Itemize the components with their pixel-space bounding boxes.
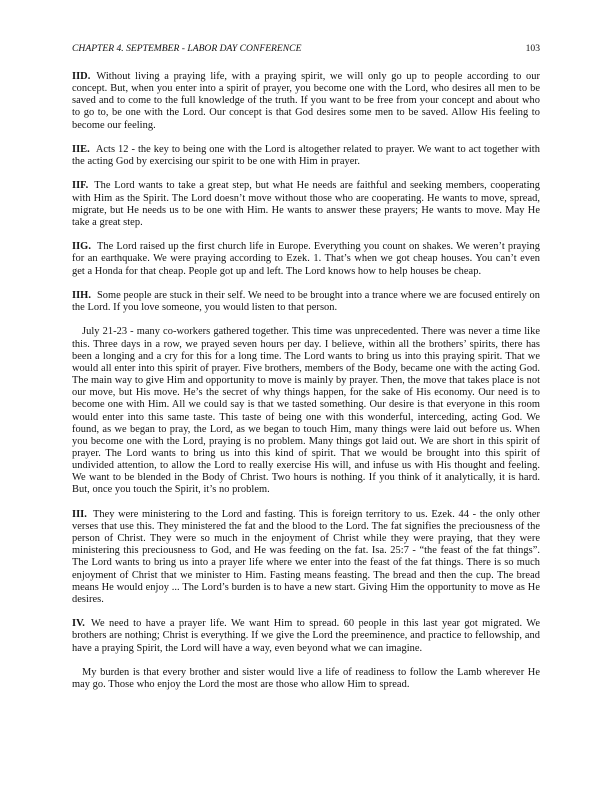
- paragraph-iif: [72, 180, 540, 229]
- paragraph-text: The Lord wants to take a great step, but what He needs are faithful and seeking members, cooperating with Him as the Spirit. The Lord doesn’t move without those who are cooperating. He wants to move, spread, migrate, but He needs us to be one with Him. He wants to answer these prayers; He wants to move. May He take a great step.: [72, 180, 540, 228]
- document-page: [72, 43, 540, 703]
- section-label: IIG.: [72, 241, 91, 253]
- paragraph-july: [72, 326, 540, 496]
- paragraph-iv: [72, 618, 540, 654]
- paragraph-text: Some people are stuck in their self. We need to be brought into a trance where we are focused entirely on the Lord. If you love someone, you would listen to that person.: [72, 289, 540, 314]
- paragraph-iii: [72, 509, 540, 606]
- paragraph-text: My burden is that every brother and sister would live a life of readiness to follow the Lamb wherever He may go. Those who enjoy the Lord the most are those who allow Him to spread.: [72, 666, 540, 691]
- paragraph-iie: [72, 144, 540, 168]
- paragraph-text: Acts 12 - the key to being one with the Lord is altogether related to prayer. We want to act together with the acting God by exercising our spirit to be one with Him in prayer.: [72, 143, 540, 168]
- paragraph-burden: [72, 667, 540, 691]
- paragraph-text: Without living a praying life, with a praying spirit, we will only go up to people according to our concept. But, when you enter into a spirit of prayer, you become one with the Lord, who desires all men to be saved and to come to the full knowledge of the truth. If you want to be free from your concept and about who to go to, be one with the Lord. Our concept is that God desires some men to be saved. Allow His feeling to become our feeling.: [72, 71, 540, 131]
- paragraph-text: We need to have a prayer life. We want Him to spread. 60 people in this last year got migrated. We brothers are nothing; Christ is everything. If we give the Lord the preeminence, and practice to fellowship, and have a praying Spirit, the Lord will have a way, even beyond what we can imagine.: [72, 618, 540, 654]
- page-number: 103: [525, 43, 540, 54]
- running-header: [72, 43, 540, 55]
- section-label: IIH.: [72, 289, 91, 301]
- section-label: IIF.: [72, 180, 89, 192]
- paragraph-text: They were ministering to the Lord and fasting. This is foreign territory to us. Ezek. 44 - the only other verses that use this. They ministered the fat and the blood to the Lord. The fat signifies the preciousness of the person of Christ. They were so much in the enjoyment of Christ while they were praying, that they were ministering this preciousness to God, and He was feeding on the fat. Isa. 25:7 - “the feast of the fat things”. The Lord wants to bring us into a prayer life where we enter into the feast of the fat things. There is so much enjoyment of Christ that we minister to Him. Fasting means feasting. The bread and then the cup. The bread means He would enjoy ... The Lord’s burden is to have a new start. Giving Him the opportunity to move as He desires.: [72, 508, 540, 605]
- paragraph-iig: [72, 241, 540, 277]
- paragraph-iid: [72, 71, 540, 132]
- section-label: III.: [72, 508, 87, 520]
- section-label: IIE.: [72, 143, 90, 155]
- chapter-title: CHAPTER 4. SEPTEMBER - LABOR DAY CONFERENCE: [72, 43, 302, 54]
- paragraph-text: The Lord raised up the first church life in Europe. Everything you count on shakes. We weren’t praying for an earthquake. We were praying according to Ezek. 1. That’s when we got cheap houses. You can’t even get a Honda for that cheap. People got up and left. The Lord knows how to help houses be cheap.: [72, 241, 540, 277]
- section-label: IID.: [72, 71, 91, 82]
- paragraph-iih: [72, 290, 540, 314]
- paragraph-text: July 21-23 - many co-workers gathered together. This time was unprecedented. There was never a time like this. Three days in a row, we prayed seven hours per day. I believe, within all the brothers’ spirits, there has been a longing and a cry for this for a long time. The Lord wants to bring us into this praying spirit. That we would all enter into this spirit of prayer. Five brothers, members of the Body, became one with the acting God. The main way to give Him and opportunity to move is mainly by prayer. Then, the move that takes place is not our move, but His move. He’s the secret of why things happen, for the sake of His economy. Our need is to become one with Him. All we could say is that we tasted something. Our desire is that everyone in this room would enter into this same taste. This taste of being one with this wonderful, interceding, acting God. We found, as we began to pray, the Lord, as we began to touch Him, many things were laid out before us. When you become one with the Lord, praying is no problem. Many things got laid out. We are short in this spirit of prayer. The Lord wants to bring us into this kind of spirit. That we would be brought into this spirit of undivided attention, to allow the Lord to really exercise His will, and infuse us with His thought and feeling. We want to be blended in the Body of Christ. Two hours is nothing. If you think of it analytically, it is hard. But, once you touch the Spirit, it’s no problem.: [72, 326, 540, 496]
- section-label: IV.: [72, 618, 85, 630]
